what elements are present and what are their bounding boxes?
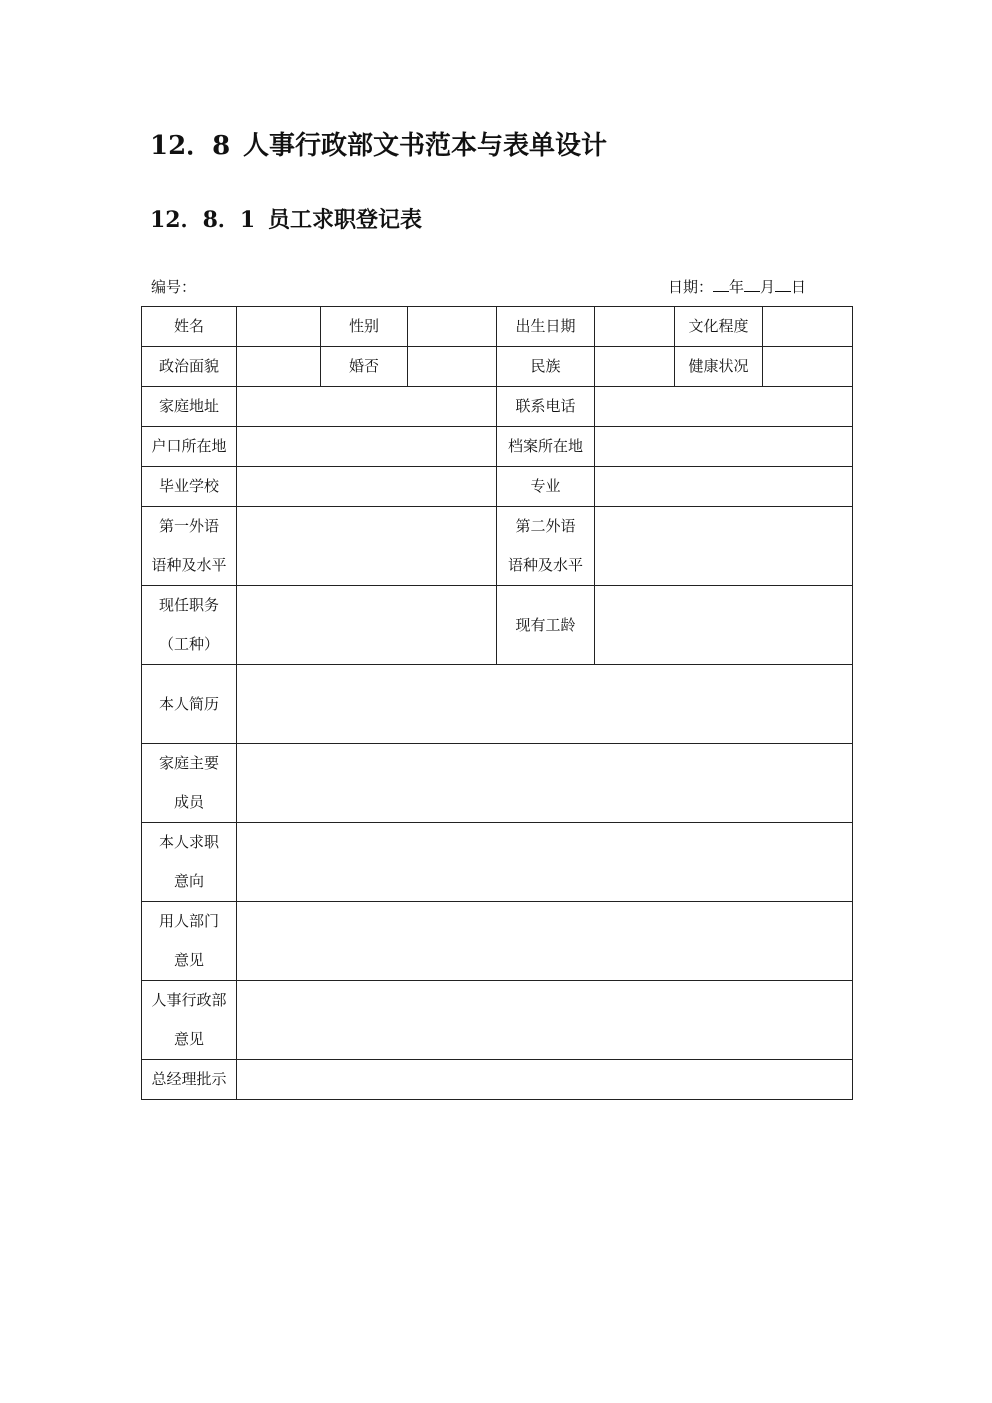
gm-approval-field[interactable] bbox=[237, 1060, 853, 1100]
archive-field[interactable] bbox=[595, 427, 853, 467]
family-members-label-line1: 家庭主要 bbox=[158, 754, 219, 772]
second-language-label-line2: 语种及水平 bbox=[507, 556, 583, 574]
seniority-field[interactable] bbox=[595, 586, 853, 665]
table-row bbox=[142, 665, 853, 744]
major-field[interactable] bbox=[595, 467, 853, 507]
table-row bbox=[142, 823, 853, 902]
table-row bbox=[142, 307, 853, 347]
health-label: 健康状况 bbox=[675, 347, 763, 387]
hr-opinion-label-line1: 人事行政部 bbox=[151, 991, 227, 1009]
month-blank[interactable] bbox=[744, 277, 760, 292]
phone-label: 联系电话 bbox=[497, 387, 595, 427]
form-date bbox=[668, 276, 806, 298]
current-position-label-line1: 现任职务 bbox=[158, 596, 219, 614]
table-row bbox=[142, 586, 853, 665]
first-language-label-line2: 语种及水平 bbox=[151, 556, 227, 574]
table-row bbox=[142, 1060, 853, 1100]
job-intent-field[interactable] bbox=[237, 823, 853, 902]
table-row bbox=[142, 427, 853, 467]
gender-label: 性别 bbox=[321, 307, 408, 347]
table-row bbox=[142, 467, 853, 507]
table-row bbox=[142, 347, 853, 387]
section-title: 人事行政部文书范本与表单设计 bbox=[243, 131, 608, 161]
page-title bbox=[150, 128, 607, 164]
section-number: 12．8 bbox=[150, 131, 231, 161]
year-blank[interactable] bbox=[713, 277, 729, 292]
year-label: 年 bbox=[729, 278, 745, 296]
political-status-label: 政治面貌 bbox=[142, 347, 237, 387]
home-address-field[interactable] bbox=[237, 387, 497, 427]
hiring-dept-opinion-label-line2: 意见 bbox=[173, 951, 204, 969]
current-position-field[interactable] bbox=[237, 586, 497, 665]
phone-field[interactable] bbox=[595, 387, 853, 427]
ethnicity-label: 民族 bbox=[497, 347, 595, 387]
second-language-label bbox=[497, 507, 595, 586]
date-label: 日期： bbox=[668, 278, 714, 296]
health-field[interactable] bbox=[763, 347, 853, 387]
job-intent-label bbox=[142, 823, 237, 902]
table-row bbox=[142, 744, 853, 823]
family-members-label-line2: 成员 bbox=[173, 793, 204, 811]
birth-date-label: 出生日期 bbox=[497, 307, 595, 347]
first-language-field[interactable] bbox=[237, 507, 497, 586]
subsection-title-text: 员工求职登记表 bbox=[268, 207, 423, 233]
table-row bbox=[142, 507, 853, 586]
current-position-label bbox=[142, 586, 237, 665]
job-intent-label-line1: 本人求职 bbox=[158, 833, 219, 851]
hr-opinion-label-line2: 意见 bbox=[173, 1030, 204, 1048]
family-members-field[interactable] bbox=[237, 744, 853, 823]
school-field[interactable] bbox=[237, 467, 497, 507]
day-label: 日 bbox=[791, 278, 807, 296]
second-language-field[interactable] bbox=[595, 507, 853, 586]
name-label: 姓名 bbox=[142, 307, 237, 347]
school-label: 毕业学校 bbox=[142, 467, 237, 507]
education-field[interactable] bbox=[763, 307, 853, 347]
home-address-label: 家庭地址 bbox=[142, 387, 237, 427]
first-language-label-line1: 第一外语 bbox=[158, 517, 219, 535]
subsection-number: 12．8．1 bbox=[150, 207, 256, 233]
ethnicity-field[interactable] bbox=[595, 347, 675, 387]
hukou-field[interactable] bbox=[237, 427, 497, 467]
gender-field[interactable] bbox=[408, 307, 497, 347]
marital-status-field[interactable] bbox=[408, 347, 497, 387]
major-label: 专业 bbox=[497, 467, 595, 507]
hiring-dept-opinion-label-line1: 用人部门 bbox=[158, 912, 219, 930]
name-field[interactable] bbox=[237, 307, 321, 347]
political-status-field[interactable] bbox=[237, 347, 321, 387]
resume-label: 本人简历 bbox=[142, 665, 237, 744]
table-row bbox=[142, 387, 853, 427]
hiring-dept-opinion-label bbox=[142, 902, 237, 981]
hr-opinion-field[interactable] bbox=[237, 981, 853, 1060]
subsection-title bbox=[150, 204, 422, 236]
hukou-label: 户口所在地 bbox=[142, 427, 237, 467]
birth-date-field[interactable] bbox=[595, 307, 675, 347]
month-label: 月 bbox=[760, 278, 776, 296]
marital-status-label: 婚否 bbox=[321, 347, 408, 387]
education-label: 文化程度 bbox=[675, 307, 763, 347]
seniority-label: 现有工龄 bbox=[497, 586, 595, 665]
job-intent-label-line2: 意向 bbox=[173, 872, 204, 890]
application-form-table bbox=[141, 306, 853, 1100]
table-row bbox=[142, 981, 853, 1060]
archive-label: 档案所在地 bbox=[497, 427, 595, 467]
resume-field[interactable] bbox=[237, 665, 853, 744]
form-number-label: 编号： bbox=[151, 278, 197, 296]
second-language-label-line1: 第二外语 bbox=[515, 517, 576, 535]
hiring-dept-opinion-field[interactable] bbox=[237, 902, 853, 981]
current-position-label-line2: （工种） bbox=[158, 635, 219, 653]
first-language-label bbox=[142, 507, 237, 586]
hr-opinion-label bbox=[142, 981, 237, 1060]
gm-approval-label: 总经理批示 bbox=[142, 1060, 237, 1100]
day-blank[interactable] bbox=[775, 277, 791, 292]
table-row bbox=[142, 902, 853, 981]
family-members-label bbox=[142, 744, 237, 823]
